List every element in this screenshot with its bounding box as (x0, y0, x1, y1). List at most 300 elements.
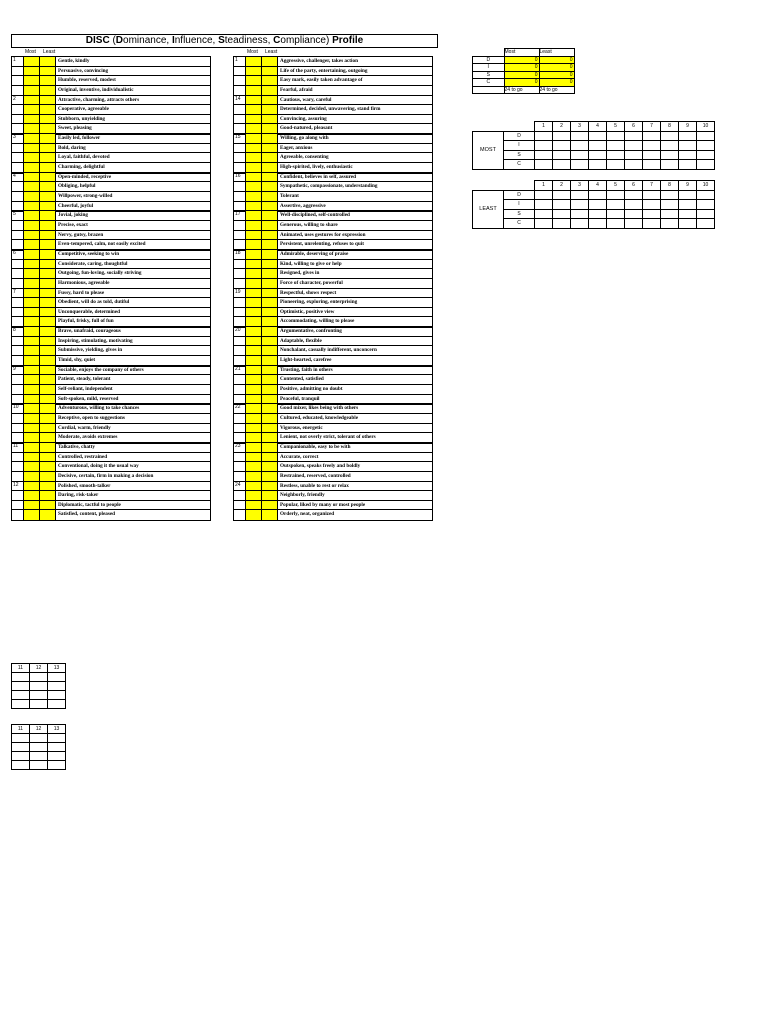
least-answer-cell[interactable] (262, 375, 278, 384)
grid-cell (589, 160, 607, 170)
grid-cell (607, 200, 625, 210)
least-answer-cell[interactable] (40, 346, 56, 355)
grid-cell (571, 190, 589, 200)
question-row (234, 385, 432, 395)
grid-cell (625, 150, 643, 160)
least-answer-cell[interactable] (40, 510, 56, 520)
most-answer-cell[interactable] (24, 491, 40, 500)
least-answer-cell[interactable] (262, 250, 278, 259)
most-answer-cell[interactable] (24, 453, 40, 462)
question-option-text: Daring, risk-taker (58, 492, 99, 499)
question-option-text: Humble, reserved, modest (58, 77, 116, 84)
question-number (234, 192, 246, 201)
most-answer-cell[interactable] (246, 337, 262, 346)
most-answer-cell[interactable] (246, 346, 262, 355)
least-answer-cell[interactable] (262, 115, 278, 124)
most-answer-cell[interactable] (24, 57, 40, 66)
grid-column-header: 6 (625, 122, 643, 132)
least-answer-cell[interactable] (40, 298, 56, 307)
grid-cell (553, 190, 571, 200)
question-number: 9 (12, 366, 24, 375)
grid-cell (607, 131, 625, 141)
question-row (12, 462, 210, 472)
most-answer-cell[interactable] (24, 424, 40, 433)
question-option-text: Easy mark, easily taken advantage of (280, 77, 363, 84)
question-number (234, 453, 246, 462)
least-answer-cell[interactable] (262, 424, 278, 433)
most-answer-cell[interactable] (246, 67, 262, 76)
question-number (12, 182, 24, 191)
least-answer-cell[interactable] (40, 250, 56, 259)
question-number (12, 298, 24, 307)
question-number: 3 (12, 134, 24, 143)
most-answer-cell[interactable] (246, 144, 262, 153)
question-option-text: Pioneering, exploring, enterprising (280, 299, 358, 306)
question-block (233, 210, 433, 250)
mini-cell (48, 752, 66, 761)
least-answer-cell[interactable] (40, 424, 56, 433)
least-answer-cell[interactable] (40, 366, 56, 375)
question-row (12, 308, 210, 318)
question-number (234, 308, 246, 317)
question-option-text: Confident, believes in self, assured (280, 173, 356, 180)
most-answer-cell[interactable] (24, 153, 40, 162)
most-answer-cell[interactable] (24, 385, 40, 394)
least-answer-cell[interactable] (262, 510, 278, 520)
grid-cell (679, 219, 697, 229)
grid-cell (571, 160, 589, 170)
most-answer-cell[interactable] (24, 115, 40, 124)
question-row (234, 173, 432, 183)
question-option-text: Admirable, deserving of praise (280, 251, 349, 257)
question-row (234, 192, 432, 202)
question-number (234, 346, 246, 355)
least-answer-cell[interactable] (262, 298, 278, 307)
most-header-right: Most (247, 49, 258, 55)
question-row (234, 250, 432, 260)
most-answer-cell[interactable] (246, 134, 262, 143)
question-option-text: Companionable, easy to be with (280, 444, 351, 450)
totals-table (472, 48, 575, 94)
grid-cell (535, 209, 553, 219)
most-answer-cell[interactable] (24, 192, 40, 201)
question-row (234, 491, 432, 501)
least-answer-cell[interactable] (262, 337, 278, 346)
least-answer-cell[interactable] (262, 414, 278, 423)
grid-cell (625, 141, 643, 151)
least-answer-cell[interactable] (40, 269, 56, 278)
least-answer-cell[interactable] (262, 57, 278, 66)
most-answer-cell[interactable] (24, 96, 40, 105)
question-number (12, 501, 24, 510)
least-answer-cell[interactable] (262, 289, 278, 298)
least-answer-cell[interactable] (262, 153, 278, 162)
mini-cell (12, 752, 30, 761)
most-answer-cell[interactable] (246, 327, 262, 336)
question-number (12, 308, 24, 317)
least-answer-cell[interactable] (40, 260, 56, 269)
question-row (12, 76, 210, 86)
question-option-text: Even-tempered, calm, not easily excited (58, 241, 146, 248)
least-answer-cell[interactable] (262, 192, 278, 201)
most-answer-cell[interactable] (24, 231, 40, 240)
grid-cell (643, 150, 661, 160)
question-number: 22 (234, 404, 246, 413)
mini-table-1 (11, 663, 66, 709)
question-option-text: Open-minded, receptive (58, 173, 112, 180)
least-answer-cell[interactable] (262, 173, 278, 182)
least-answer-cell[interactable] (262, 221, 278, 230)
most-answer-cell[interactable] (246, 501, 262, 510)
most-answer-cell[interactable] (246, 510, 262, 520)
mini-cell (12, 761, 30, 770)
grid-cell (535, 219, 553, 229)
most-answer-cell[interactable] (24, 260, 40, 269)
least-answer-cell[interactable] (40, 375, 56, 384)
mini-cell (30, 682, 48, 691)
most-answer-cell[interactable] (246, 385, 262, 394)
most-answer-cell[interactable] (24, 221, 40, 230)
least-answer-cell[interactable] (262, 231, 278, 240)
question-option-text: Good mixer, likes being with others (280, 405, 359, 412)
least-answer-cell[interactable] (262, 482, 278, 491)
most-answer-cell[interactable] (24, 501, 40, 510)
least-answer-cell[interactable] (40, 96, 56, 105)
most-answer-cell[interactable] (24, 67, 40, 76)
question-option-text: Inspiring, stimulating, motivating (58, 337, 133, 344)
question-block (11, 365, 211, 405)
question-row (12, 182, 210, 192)
grid-cell (553, 160, 571, 170)
least-answer-cell[interactable] (262, 67, 278, 76)
question-block (11, 56, 211, 96)
question-block (233, 288, 433, 328)
question-option-text: Soft-spoken, mild, reserved (58, 395, 119, 402)
question-number: 6 (12, 250, 24, 259)
most-answer-cell[interactable] (24, 337, 40, 346)
mini-cell (12, 700, 30, 709)
question-option-text: Receptive, open to suggestions (58, 414, 125, 421)
question-row (12, 327, 210, 337)
least-answer-cell[interactable] (40, 491, 56, 500)
grid-cell (697, 150, 715, 160)
question-option-text: Cooperative, agreeable (58, 106, 109, 113)
least-answer-cell[interactable] (40, 308, 56, 317)
question-row (234, 443, 432, 453)
least-answer-cell[interactable] (262, 453, 278, 462)
question-number: 12 (12, 482, 24, 491)
least-answer-cell[interactable] (40, 76, 56, 85)
least-answer-cell[interactable] (40, 173, 56, 182)
most-answer-cell[interactable] (246, 260, 262, 269)
question-row (12, 482, 210, 492)
grid-cell (697, 131, 715, 141)
grid-cell (697, 141, 715, 151)
most-answer-cell[interactable] (246, 231, 262, 240)
least-answer-cell[interactable] (40, 182, 56, 191)
most-answer-cell[interactable] (24, 76, 40, 85)
most-answer-cell[interactable] (246, 211, 262, 220)
grid-cell (589, 200, 607, 210)
question-row (234, 76, 432, 86)
grid-column-header: 2 (553, 181, 571, 191)
grid-cell (571, 141, 589, 151)
most-answer-cell[interactable] (246, 289, 262, 298)
question-option-text: Timid, shy, quiet (58, 356, 96, 363)
mini-cell (48, 743, 66, 752)
least-answer-cell[interactable] (40, 211, 56, 220)
most-answer-cell[interactable] (24, 173, 40, 182)
question-row (234, 327, 432, 337)
question-option-text: Convincing, assuring (280, 115, 327, 122)
most-answer-cell[interactable] (246, 173, 262, 182)
grid-cell (607, 209, 625, 219)
most-answer-cell[interactable] (246, 491, 262, 500)
most-answer-cell[interactable] (24, 308, 40, 317)
grid-cell (643, 141, 661, 151)
question-row (12, 424, 210, 434)
least-answer-cell[interactable] (262, 404, 278, 413)
question-row (234, 289, 432, 299)
question-option-text: Animated, uses gestures for expression (280, 231, 366, 238)
totals-label: C (473, 79, 505, 87)
question-number (12, 424, 24, 433)
least-answer-cell[interactable] (262, 327, 278, 336)
most-answer-cell[interactable] (246, 462, 262, 471)
least-answer-cell[interactable] (40, 221, 56, 230)
question-number: 15 (234, 134, 246, 143)
least-grid-table (472, 180, 715, 229)
most-answer-cell[interactable] (246, 105, 262, 114)
question-option-text: Good-natured, pleasant (280, 125, 333, 132)
grid-cell (589, 219, 607, 229)
least-answer-cell[interactable] (40, 231, 56, 240)
question-number: 24 (234, 482, 246, 491)
most-answer-cell[interactable] (246, 76, 262, 85)
mini-column-header: 11 (12, 664, 30, 673)
most-answer-cell[interactable] (246, 115, 262, 124)
least-answer-cell[interactable] (40, 327, 56, 336)
grid-cell (535, 131, 553, 141)
mini-table-2 (11, 724, 66, 770)
least-answer-cell[interactable] (262, 385, 278, 394)
question-option-text: Playful, frisky, full of fun (58, 318, 114, 325)
least-answer-cell[interactable] (40, 385, 56, 394)
most-answer-cell[interactable] (246, 182, 262, 191)
question-block (233, 403, 433, 443)
question-row (12, 173, 210, 183)
least-answer-cell[interactable] (40, 482, 56, 491)
question-number (234, 298, 246, 307)
most-answer-cell[interactable] (24, 482, 40, 491)
most-answer-cell[interactable] (24, 366, 40, 375)
question-option-text: Generous, willing to share (280, 221, 338, 228)
least-answer-cell[interactable] (40, 501, 56, 510)
most-answer-cell[interactable] (24, 211, 40, 220)
question-row (234, 424, 432, 434)
most-answer-cell[interactable] (246, 482, 262, 491)
question-number (12, 510, 24, 520)
most-answer-cell[interactable] (246, 375, 262, 384)
least-answer-cell[interactable] (40, 192, 56, 201)
most-answer-cell[interactable] (24, 462, 40, 471)
question-option-text: Accurate, correct (280, 453, 319, 460)
question-option-text: Neighborly, friendly (280, 492, 325, 499)
most-answer-cell[interactable] (246, 192, 262, 201)
question-option-text: Aggressive, challenger, takes action (280, 58, 358, 64)
most-answer-cell[interactable] (24, 414, 40, 423)
totals-cell: 0 (539, 64, 574, 72)
question-number: 23 (234, 443, 246, 452)
grid-cell (643, 209, 661, 219)
least-answer-cell[interactable] (40, 57, 56, 66)
totals-footer-most: 24 to go (504, 86, 539, 94)
least-answer-cell[interactable] (40, 443, 56, 452)
most-answer-cell[interactable] (246, 57, 262, 66)
question-block (233, 481, 433, 521)
mini-column-header: 13 (48, 664, 66, 673)
question-row (12, 96, 210, 106)
grid-cell (589, 190, 607, 200)
most-answer-cell[interactable] (24, 289, 40, 298)
question-number (12, 337, 24, 346)
question-row (234, 375, 432, 385)
most-answer-cell[interactable] (246, 269, 262, 278)
grid-cell (589, 209, 607, 219)
least-answer-cell[interactable] (40, 404, 56, 413)
grid-cell (697, 160, 715, 170)
most-answer-cell[interactable] (24, 404, 40, 413)
least-answer-cell[interactable] (262, 260, 278, 269)
most-answer-cell[interactable] (246, 453, 262, 462)
most-answer-cell[interactable] (24, 144, 40, 153)
least-answer-cell[interactable] (262, 182, 278, 191)
least-answer-cell[interactable] (262, 491, 278, 500)
grid-cell (589, 141, 607, 151)
question-number (234, 462, 246, 471)
grid-column-header: 1 (535, 122, 553, 132)
most-answer-cell[interactable] (24, 134, 40, 143)
most-answer-cell[interactable] (246, 404, 262, 413)
grid-cell (571, 150, 589, 160)
most-answer-cell[interactable] (24, 375, 40, 384)
most-answer-cell[interactable] (246, 443, 262, 452)
grid-cell (607, 150, 625, 160)
least-answer-cell[interactable] (262, 346, 278, 355)
most-answer-cell[interactable] (24, 269, 40, 278)
question-number: 2 (12, 96, 24, 105)
question-number (234, 231, 246, 240)
most-answer-cell[interactable] (24, 346, 40, 355)
question-option-text: Bold, daring (58, 144, 86, 151)
question-number (234, 375, 246, 384)
least-answer-cell[interactable] (262, 211, 278, 220)
question-block (11, 210, 211, 250)
least-answer-cell[interactable] (40, 144, 56, 153)
most-answer-cell[interactable] (246, 250, 262, 259)
question-option-text: Persistent, unrelenting, refuses to quit (280, 241, 364, 248)
most-answer-cell[interactable] (246, 153, 262, 162)
least-answer-cell[interactable] (40, 462, 56, 471)
least-answer-cell[interactable] (40, 337, 56, 346)
most-answer-cell[interactable] (24, 443, 40, 452)
question-row (234, 260, 432, 270)
least-answer-cell[interactable] (262, 366, 278, 375)
most-answer-cell[interactable] (246, 298, 262, 307)
most-answer-cell[interactable] (24, 105, 40, 114)
least-answer-cell[interactable] (262, 96, 278, 105)
least-answer-cell[interactable] (40, 414, 56, 423)
question-number (234, 510, 246, 520)
question-option-text: Accommodating, willing to please (280, 318, 355, 325)
question-number (234, 424, 246, 433)
question-number (234, 76, 246, 85)
least-answer-cell[interactable] (40, 153, 56, 162)
least-answer-cell[interactable] (262, 134, 278, 143)
least-answer-cell[interactable] (40, 134, 56, 143)
least-answer-cell[interactable] (262, 443, 278, 452)
question-number (234, 105, 246, 114)
question-number: 1 (234, 57, 246, 66)
least-answer-cell[interactable] (40, 115, 56, 124)
least-answer-cell[interactable] (262, 462, 278, 471)
least-answer-cell[interactable] (40, 289, 56, 298)
most-answer-cell[interactable] (246, 366, 262, 375)
least-answer-cell[interactable] (262, 144, 278, 153)
most-answer-cell[interactable] (24, 298, 40, 307)
question-row (12, 67, 210, 77)
grid-cell (553, 131, 571, 141)
least-answer-cell[interactable] (262, 308, 278, 317)
question-option-text: Unconquerable, determined (58, 308, 120, 315)
least-answer-cell[interactable] (40, 67, 56, 76)
most-answer-cell[interactable] (246, 96, 262, 105)
least-answer-cell[interactable] (262, 105, 278, 114)
most-answer-cell[interactable] (24, 510, 40, 520)
mini-cell (48, 682, 66, 691)
mini-cell (48, 734, 66, 743)
question-option-text: Assertive, aggressive (280, 202, 326, 209)
least-answer-cell[interactable] (40, 453, 56, 462)
least-answer-cell[interactable] (262, 501, 278, 510)
most-answer-cell[interactable] (24, 182, 40, 191)
grid-cell (535, 150, 553, 160)
question-number (234, 385, 246, 394)
question-row (234, 453, 432, 463)
question-option-text: Attractive, charming, attracts others (58, 96, 140, 103)
least-header-left: Least (43, 49, 56, 55)
grid-cell (679, 150, 697, 160)
mini-cell (30, 761, 48, 770)
question-option-text: Competitive, seeking to win (58, 251, 120, 257)
least-answer-cell[interactable] (262, 269, 278, 278)
question-row (234, 366, 432, 376)
most-answer-cell[interactable] (246, 414, 262, 423)
most-answer-cell[interactable] (246, 308, 262, 317)
question-option-text: Talkative, chatty (58, 444, 95, 450)
question-option-text: Respectful, shows respect (280, 289, 337, 296)
grid-column-header: 5 (607, 181, 625, 191)
question-option-text: Adaptable, flexible (280, 337, 322, 344)
most-answer-cell[interactable] (24, 327, 40, 336)
question-row (234, 105, 432, 115)
least-answer-cell[interactable] (262, 76, 278, 85)
most-answer-cell[interactable] (246, 221, 262, 230)
most-answer-cell[interactable] (24, 250, 40, 259)
most-answer-cell[interactable] (246, 424, 262, 433)
least-answer-cell[interactable] (40, 105, 56, 114)
question-option-text: Trusting, faith in others (280, 366, 333, 373)
